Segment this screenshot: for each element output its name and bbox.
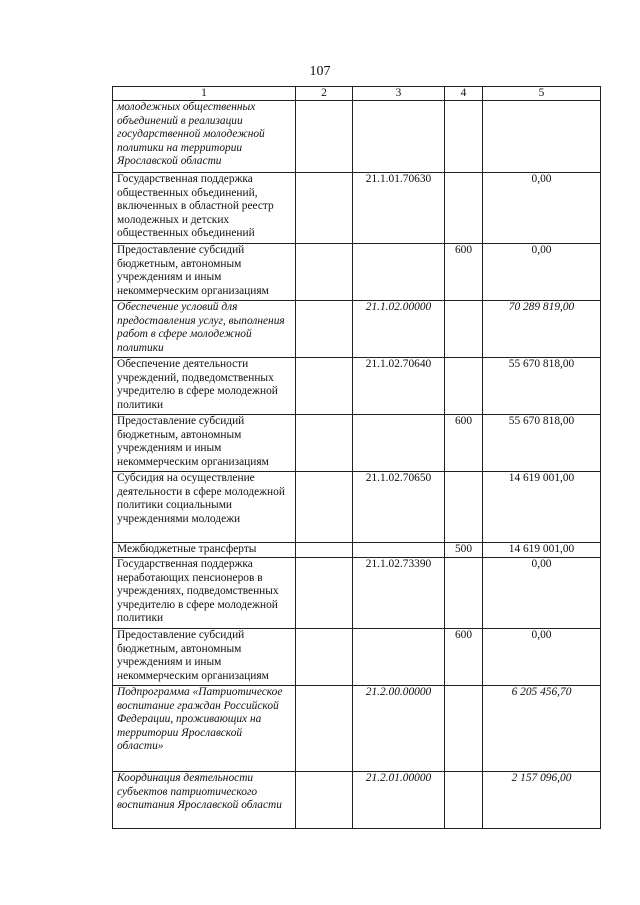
table-row xyxy=(113,629,601,686)
row-name-cell: Подпрограмма «Патриотическое воспитание граждан Российской Федерации, проживающих на территории Ярославской области» xyxy=(113,686,296,772)
row-code-cell: 21.2.01.00000 xyxy=(353,772,445,829)
table-row xyxy=(113,101,601,173)
table-row xyxy=(113,772,601,829)
row-col2-cell xyxy=(296,101,353,173)
row-amount-cell: 0,00 xyxy=(483,558,601,629)
row-kind-cell xyxy=(445,686,483,772)
row-col2-cell xyxy=(296,543,353,558)
row-code-cell xyxy=(353,101,445,173)
row-name-cell: Межбюджетные трансферты xyxy=(113,543,296,558)
row-kind-cell xyxy=(445,358,483,415)
row-code-cell: 21.1.01.70630 xyxy=(353,173,445,244)
table-header-row xyxy=(113,87,601,101)
row-amount-cell: 2 157 096,00 xyxy=(483,772,601,829)
column-header-5: 5 xyxy=(483,87,601,101)
table-body xyxy=(113,101,601,829)
row-name-cell: Обеспечение условий для предоставления услуг, выполнения работ в сфере молодежной политики xyxy=(113,301,296,358)
row-name-cell: Обеспечение деятельности учреждений, подведомственных учредителю в сфере молодежной политики xyxy=(113,358,296,415)
row-col2-cell xyxy=(296,244,353,301)
row-name-cell: Субсидия на осуществление деятельности в сфере молодежной политики социальными учреждениями молодежи xyxy=(113,472,296,543)
row-kind-cell: 600 xyxy=(445,629,483,686)
table-row xyxy=(113,244,601,301)
row-col2-cell xyxy=(296,301,353,358)
table-row xyxy=(113,358,601,415)
budget-table xyxy=(112,86,601,829)
row-kind-cell xyxy=(445,472,483,543)
column-header-4: 4 xyxy=(445,87,483,101)
row-amount-cell: 14 619 001,00 xyxy=(483,543,601,558)
row-amount-cell: 55 670 818,00 xyxy=(483,358,601,415)
row-code-cell: 21.1.02.70640 xyxy=(353,358,445,415)
column-header-3: 3 xyxy=(353,87,445,101)
row-name-cell: молодежных общественных объединений в реализации государственной молодежной политики на территории Ярославской области xyxy=(113,101,296,173)
table-row xyxy=(113,415,601,472)
row-code-cell: 21.1.02.73390 xyxy=(353,558,445,629)
row-code-cell: 21.1.02.70650 xyxy=(353,472,445,543)
row-amount-cell xyxy=(483,101,601,173)
row-col2-cell xyxy=(296,558,353,629)
row-amount-cell: 55 670 818,00 xyxy=(483,415,601,472)
row-code-cell: 21.2.00.00000 xyxy=(353,686,445,772)
row-col2-cell xyxy=(296,686,353,772)
row-name-cell: Государственная поддержка общественных объединений, включенных в областной реестр молодежных и детских общественных объединений xyxy=(113,173,296,244)
row-col2-cell xyxy=(296,415,353,472)
row-col2-cell xyxy=(296,472,353,543)
row-kind-cell: 600 xyxy=(445,415,483,472)
row-name-cell: Предоставление субсидий бюджетным, автономным учреждениям и иным некоммерческим организациям xyxy=(113,629,296,686)
row-amount-cell: 0,00 xyxy=(483,173,601,244)
row-name-cell: Предоставление субсидий бюджетным, автономным учреждениям и иным некоммерческим организациям xyxy=(113,244,296,301)
row-name-cell: Координация деятельности субъектов патриотического воспитания Ярославской области xyxy=(113,772,296,829)
row-kind-cell: 600 xyxy=(445,244,483,301)
row-amount-cell: 70 289 819,00 xyxy=(483,301,601,358)
table-row xyxy=(113,173,601,244)
row-col2-cell xyxy=(296,173,353,244)
row-code-cell xyxy=(353,415,445,472)
table-row xyxy=(113,543,601,558)
row-col2-cell xyxy=(296,772,353,829)
row-col2-cell xyxy=(296,358,353,415)
row-name-cell: Государственная поддержка неработающих пенсионеров в учреждениях, подведомственных учредителю в сфере молодежной политики xyxy=(113,558,296,629)
row-kind-cell xyxy=(445,101,483,173)
row-kind-cell xyxy=(445,301,483,358)
row-kind-cell: 500 xyxy=(445,543,483,558)
row-name-cell: Предоставление субсидий бюджетным, автономным учреждениям и иным некоммерческим организациям xyxy=(113,415,296,472)
column-header-1: 1 xyxy=(113,87,296,101)
row-code-cell xyxy=(353,244,445,301)
table-row xyxy=(113,558,601,629)
row-amount-cell: 0,00 xyxy=(483,244,601,301)
column-header-2: 2 xyxy=(296,87,353,101)
row-amount-cell: 14 619 001,00 xyxy=(483,472,601,543)
row-code-cell xyxy=(353,629,445,686)
row-col2-cell xyxy=(296,629,353,686)
row-kind-cell xyxy=(445,558,483,629)
row-code-cell: 21.1.02.00000 xyxy=(353,301,445,358)
table-row xyxy=(113,472,601,543)
table-row xyxy=(113,301,601,358)
row-amount-cell: 0,00 xyxy=(483,629,601,686)
table-row xyxy=(113,686,601,772)
page-number: 107 xyxy=(309,64,331,79)
row-kind-cell xyxy=(445,173,483,244)
row-amount-cell: 6 205 456,70 xyxy=(483,686,601,772)
row-code-cell xyxy=(353,543,445,558)
row-kind-cell xyxy=(445,772,483,829)
